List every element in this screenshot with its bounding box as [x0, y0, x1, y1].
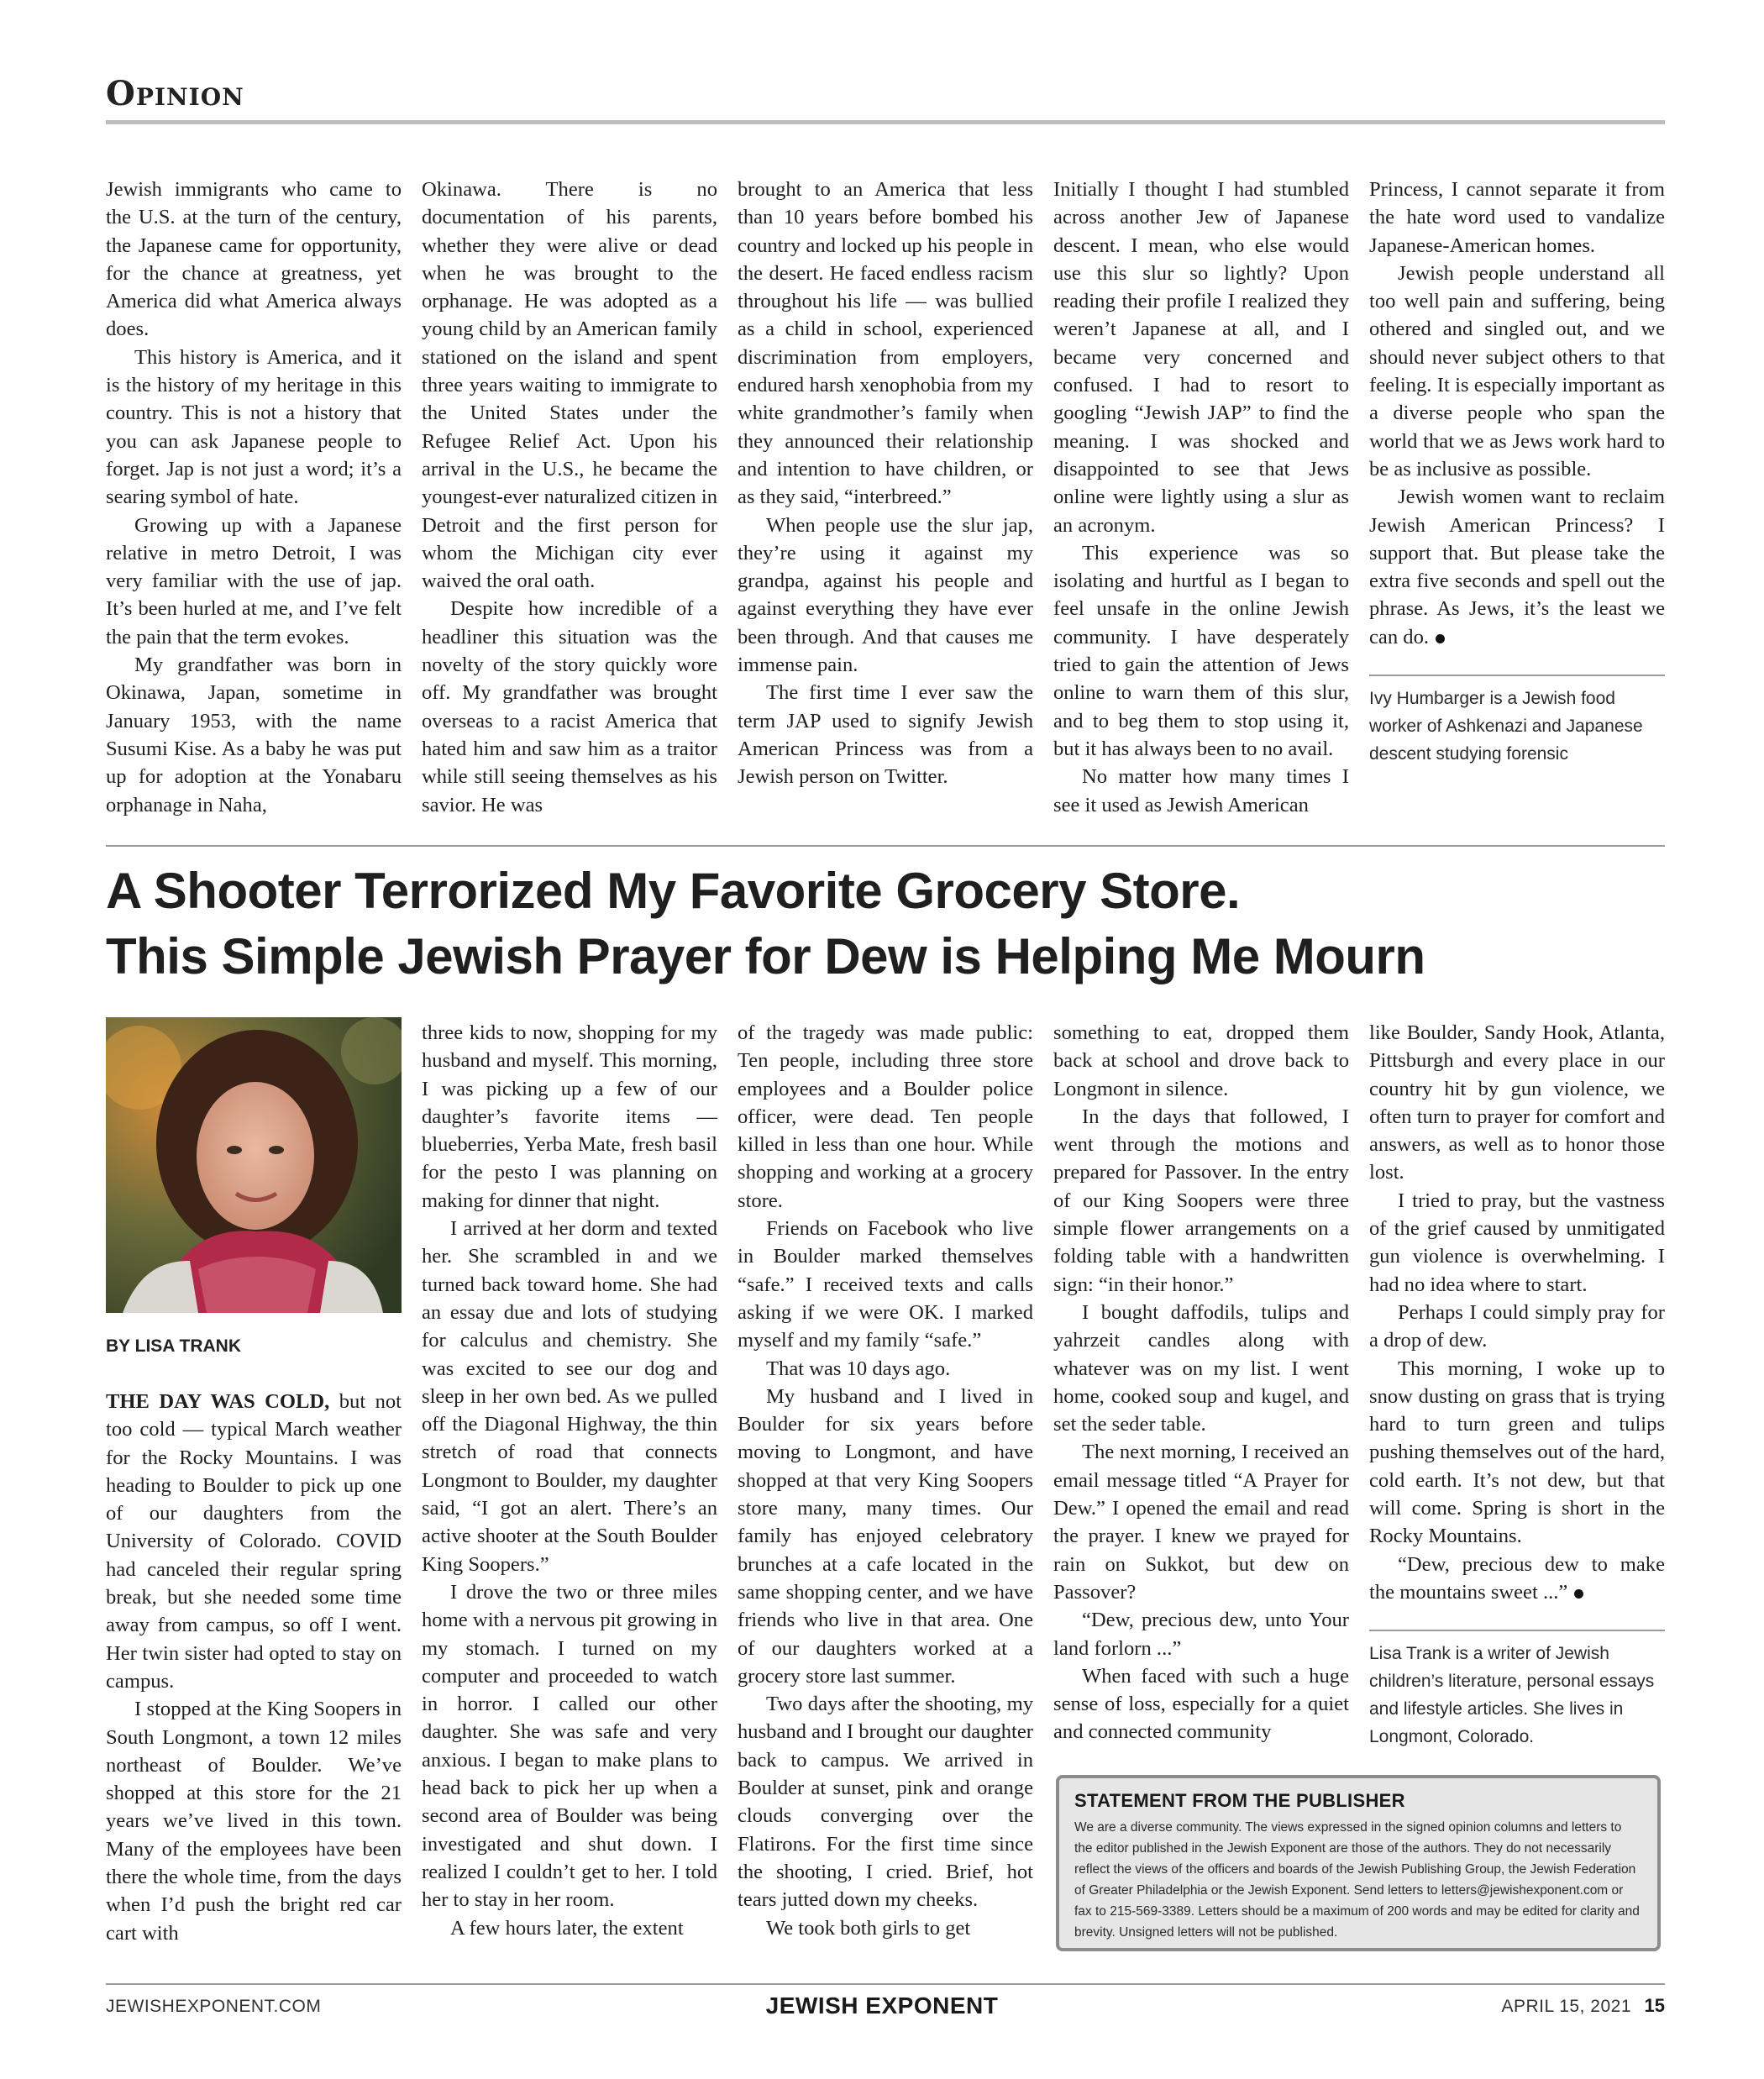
article-column: [1369, 176, 1665, 827]
article-column: [106, 176, 402, 827]
paragraph: Jewish women want to reclaim Jewish American Princess? I support that. But please take the extra five seconds and spell out the phrase. As Jews, it’s the least we can do.: [1369, 486, 1665, 648]
paragraph: In the days that followed, I went through the motions and prepared for Passover. In the entry of our King Soopers were three simple flower arrangements on a folding table with a handwritten sign: “in their honor.”: [1053, 1105, 1349, 1296]
paragraph: This experience was so isolating and hurtful as I began to feel unsafe in the online Jewish community. I have desperately tried to gain the attention of Jews online to warn them of this slur, and to beg them to stop using it, but it has always been to no avail.: [1053, 541, 1349, 760]
paragraph: something to eat, dropped them back at school and drove back to Longmont in silence.: [1053, 1021, 1349, 1100]
paragraph: brought to an America that less than 10 years before bombed his country and locked up his people in the desert. He faced endless racism throughout his life — was bullied as a child in school, experienced discrimination from employers, endured harsh xenophobia from my white grandmother’s family when they announced their relationship and intention to have children, or as they said, “interbreed.”: [738, 178, 1033, 509]
paragraph: A few hours later, the extent: [450, 1916, 684, 1940]
article-column: [422, 1019, 717, 1977]
author-bio: Lisa Trank is a writer of Jewish children’s literature, personal essays and lifestyle articles. She lives in Longmont, Colorado.: [1369, 1630, 1665, 1751]
paragraph: That was 10 days ago.: [766, 1357, 951, 1380]
publisher-statement-title: STATEMENT FROM THE PUBLISHER: [1074, 1790, 1405, 1811]
paragraph: Jewish immigrants who came to the U.S. at the turn of the century, the Japanese came for opportunity, for the chance at greatness, yet America did what America always does.: [106, 178, 402, 341]
article-column: [738, 1019, 1033, 1977]
paragraph: but not too cold — typical March weather for the Rocky Mountains. I was heading to Boulder to pick up one of our daughters from the University of Colorado. COVID had canceled their regular spring break, but she needed some time away from campus, so off I went. Her twin sister had opted to stay on campus.: [106, 1390, 402, 1693]
paragraph: “Dew, precious dew, unto Your land forlorn ...”: [1053, 1609, 1349, 1660]
article-column: [1369, 1019, 1665, 1758]
byline: BY LISA TRANK: [106, 1336, 242, 1356]
headline-line-1: A Shooter Terrorized My Favorite Grocery Store.: [106, 863, 1241, 919]
article-column: [738, 176, 1033, 827]
article-column: [422, 176, 717, 827]
publisher-statement-box: [1056, 1775, 1661, 1951]
article-headline: [106, 858, 1668, 990]
author-photo-image: [106, 1017, 402, 1313]
paragraph: like Boulder, Sandy Hook, Atlanta, Pittsburgh and every place in our country hit by gun violence, we often turn to prayer for comfort and answers, as well as to honor those lost.: [1369, 1021, 1665, 1184]
paragraph: “Dew, precious dew to make the mountains sweet ...”: [1369, 1552, 1665, 1604]
paragraph: When faced with such a huge sense of loss, especially for a quiet and connected community: [1053, 1664, 1349, 1744]
publisher-statement-text: We are a diverse community. The views expressed in the signed opinion columns and letters to the editor published in the Jewish Exponent are those of the authors. They do not necessarily reflect the views of the officers and boards of the Jewish Publishing Group, the Jewish Federation of Greater Philadelphia or the Jewish Exponent. Send letters to letters@jewishexponent.com or fax to 215-569-3389. Letters should be a maximum of 200 words and may be edited for clarity and brevity. Unsigned letters will not be published.: [1074, 1820, 1640, 1940]
end-mark-icon: [1436, 634, 1445, 643]
paragraph: Jewish people understand all too well pain and suffering, being othered and singled out, and we should never subject others to that feeling. It is especially important as a diverse people who span the world that we as Jews work hard to be as inclusive as possible.: [1369, 261, 1665, 480]
paragraph: When people use the slur jap, they’re using it against my grandpa, against his people and against everything they have ever been through. And that causes me immense pain.: [738, 513, 1033, 677]
footer-date: APRIL 15, 2021: [1501, 1997, 1631, 2016]
paragraph: three kids to now, shopping for my husband and myself. This morning, I was picking up a few of our daughter’s favorite items — blueberries, Yerba Mate, fresh basil for the pesto I was planning on making for dinner that night.: [422, 1021, 717, 1212]
paragraph: My grandfather was born in Okinawa, Japan, sometime in January 1953, with the name Susumi Kise. As a baby he was put up for adoption at the Yonabaru orphanage in Naha,: [106, 654, 402, 816]
lead-in: THE DAY WAS COLD,: [106, 1390, 330, 1413]
paragraph: My husband and I lived in Boulder for six years before moving to Longmont, and have shopped at that very King Soopers store many, many times. Our family has enjoyed celebratory brunches at a cafe located in the same shopping center, and we have friends who live in that area. One of our daughters worked at a grocery store last summer.: [738, 1384, 1033, 1688]
page-number: 15: [1644, 1995, 1665, 2016]
paragraph: Princess, I cannot separate it from the hate word used to vandalize Japanese-American homes.: [1369, 178, 1665, 257]
footer-rule: [106, 1983, 1665, 1985]
paragraph: Perhaps I could simply pray for a drop of dew.: [1369, 1300, 1665, 1352]
section-label: Opinion: [106, 74, 244, 113]
paragraph: Initially I thought I had stumbled across another Jew of Japanese descent. I mean, who else would use this slur so lightly? Upon reading their profile I realized they weren’t Japanese at all, and I became very concerned and confused. I had to resort to googling “Jewish JAP” to find the meaning. I was shocked and disappointed to see that Jews online were lightly using a slur as an acronym.: [1053, 178, 1349, 537]
paragraph: Despite how incredible of a headliner this situation was the novelty of the story quickly wore off. My grandfather was brought overseas to a racist America that hated him and saw him as a traitor while still seeing themselves as his savior. He was: [422, 597, 717, 816]
end-mark-icon: [1574, 1589, 1583, 1599]
paragraph: This history is America, and it is the history of my heritage in this country. This is not a history that you can ask Japanese people to forget. Jap is not just a word; it’s a searing symbol of hate.: [106, 345, 402, 509]
paragraph: Growing up with a Japanese relative in metro Detroit, I was very familiar with the use of jap. It’s been hurled at me, and I’ve felt the pain that the term evokes.: [106, 513, 402, 648]
paragraph: This morning, I woke up to snow dusting on grass that is trying hard to turn green and tulips pushing themselves out of the hard, cold earth. It’s not dew, but that will come. Spring is short in the Rocky Mountains.: [1369, 1357, 1665, 1548]
paragraph: I arrived at her dorm and texted her. She scrambled in and we turned back toward home. She had an essay due and lots of studying for calculus and chemistry. She was excited to see our dog and sleep in her own bed. As we pulled off the Diagonal Highway, the thin stretch of road that connects Longmont to Boulder, my daughter said, “I got an alert. There’s an active shooter at the South Boulder King Soopers.”: [422, 1217, 717, 1576]
paragraph: Okinawa. There is no documentation of his parents, whether they were alive or dead when he was brought to the orphanage. He was adopted as a young child by an American family stationed on the island and spent three years waiting to immigrate to the United States under the Refugee Relief Act. Upon his arrival in the U.S., he became the youngest-ever naturalized citizen in Detroit and the first person for whom the Michigan city ever waived the oral oath.: [422, 178, 717, 593]
paragraph: The first time I ever saw the term JAP used to signify Jewish American Princess was from a Jewish person on Twitter.: [738, 681, 1033, 789]
headline-line-2: This Simple Jewish Prayer for Dew is Helping Me Mourn: [106, 928, 1425, 984]
paragraph: Two days after the shooting, my husband and I brought our daughter back to campus. We arrived in Boulder at sunset, pink and orange clouds converging over the Flatirons. For the first time since the shooting, I cried. Brief, hot tears jutted down my cheeks.: [738, 1693, 1033, 1912]
article-column: [106, 1388, 402, 1976]
paragraph: I tried to pray, but the vastness of the grief caused by unmitigated gun violence is overwhelming. I had no idea where to start.: [1369, 1189, 1665, 1296]
paragraph: Friends on Facebook who live in Boulder marked themselves “safe.” I received texts and calls asking if we were OK. I marked myself and my family “safe.”: [738, 1217, 1033, 1352]
paragraph: We took both girls to get: [766, 1916, 971, 1940]
paragraph: The next morning, I received an email message titled “A Prayer for Dew.” I opened the email and read the prayer. I knew we prayed for rain on Sukkot, but dew on Passover?: [1053, 1441, 1349, 1604]
article-column: [1053, 176, 1349, 827]
paragraph: I bought daffodils, tulips and yahrzeit candles along with whatever was on my list. I went home, cooked soup and kugel, and set the seder table.: [1053, 1300, 1349, 1436]
author-photo: [106, 1017, 402, 1313]
article-column: [1053, 1019, 1349, 1758]
paragraph: No matter how many times I see it used as Jewish American: [1053, 765, 1349, 816]
paragraph: I stopped at the King Soopers in South Longmont, a town 12 miles northeast of Boulder. We’ve shopped at this store for the 21 years we’ve lived in this town. Many of the employees have been there the whole time, from the days when I’d push the bright red car cart with: [106, 1698, 402, 1945]
paragraph: of the tragedy was made public: Ten people, including three store employees and a Boulder police officer, were dead. Ten people killed in less than one hour. While shopping and working at a grocery store.: [738, 1021, 1033, 1212]
footer-publication: JEWISH EXPONENT: [765, 1992, 999, 2019]
article-divider: [106, 845, 1665, 847]
section-rule: [106, 120, 1665, 124]
footer-website: JEWISHEXPONENT.COM: [106, 1997, 322, 2016]
paragraph: I drove the two or three miles home with a nervous pit growing in my stomach. I turned on my computer and proceeded to watch in horror. I called our other daughter. She was safe and very anxious. I began to make plans to head back to pick her up when a second area of Boulder was being investigated and shut down. I realized I couldn’t get to her. I told her to stay in her room.: [422, 1580, 717, 1912]
author-bio: Ivy Humbarger is a Jewish food worker of Ashkenazi and Japanese descent studying forensic: [1369, 675, 1665, 768]
